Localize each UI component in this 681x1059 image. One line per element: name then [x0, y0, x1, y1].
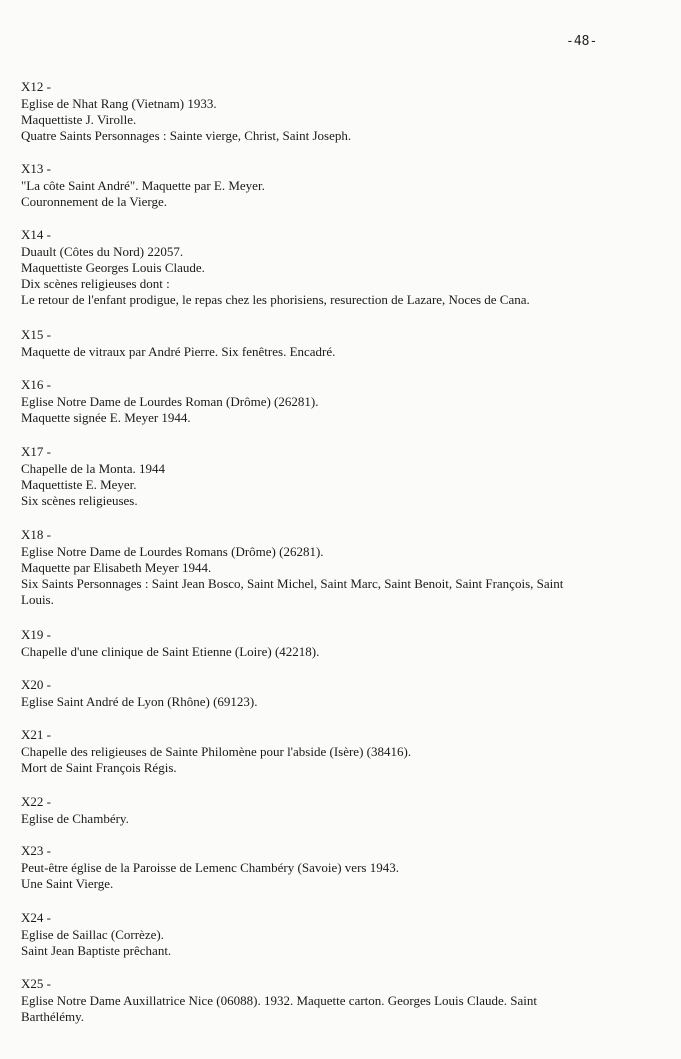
entry-x16 [21, 377, 661, 426]
entry-x20 [21, 677, 661, 710]
entry-x15 [21, 327, 661, 360]
entry-line: Eglise Notre Dame de Lourdes Roman (Drôme) (26281). [21, 394, 319, 409]
entry-x25 [21, 976, 661, 1025]
entry-line: Maquette de vitraux par André Pierre. Six fenêtres. Encadré. [21, 344, 336, 359]
entry-code: X12 - [21, 79, 51, 94]
entry-code: X22 - [21, 794, 51, 809]
entry-line: Louis. [21, 592, 54, 607]
entry-line: Chapelle des religieuses de Sainte Philomène pour l'abside (Isère) (38416). [21, 744, 412, 759]
entry-line: Maquettiste E. Meyer. [21, 477, 137, 492]
entry-code: X20 - [21, 677, 51, 692]
entry-line: Eglise de Chambéry. [21, 811, 129, 826]
entry-line: Six scènes religieuses. [21, 493, 138, 508]
entry-line: Couronnement de la Vierge. [21, 194, 168, 209]
entry-code: X17 - [21, 444, 51, 459]
entry-line: Eglise Notre Dame Auxillatrice Nice (06088). 1932. Maquette carton. Georges Louis Claude. Saint [21, 993, 538, 1008]
entry-line: Chapelle d'une clinique de Saint Etienne (Loire) (42218). [21, 644, 320, 659]
page-number: -48- [566, 34, 598, 49]
entry-line: Une Saint Vierge. [21, 876, 114, 891]
entry-line: Duault (Côtes du Nord) 22057. [21, 244, 184, 259]
entry-code: X16 - [21, 377, 51, 392]
entry-code: X24 - [21, 910, 51, 925]
entry-line: Maquette signée E. Meyer 1944. [21, 410, 191, 425]
entry-line: Eglise Notre Dame de Lourdes Romans (Drôme) (26281). [21, 544, 324, 559]
entry-x13 [21, 161, 661, 210]
entry-code: X21 - [21, 727, 51, 742]
entry-line: Saint Jean Baptiste prêchant. [21, 943, 172, 958]
entry-code: X14 - [21, 227, 51, 242]
entry-x14 [21, 227, 661, 308]
entry-x21 [21, 727, 661, 776]
entry-x12 [21, 79, 661, 144]
entry-line: "La côte Saint André". Maquette par E. Meyer. [21, 178, 265, 193]
entry-code: X18 - [21, 527, 51, 542]
entry-x17 [21, 444, 661, 509]
entry-line: Barthélémy. [21, 1009, 85, 1024]
entry-line: Quatre Saints Personnages : Sainte vierge, Christ, Saint Joseph. [21, 128, 352, 143]
entry-line: Maquette par Elisabeth Meyer 1944. [21, 560, 212, 575]
entry-line: Eglise Saint André de Lyon (Rhône) (69123). [21, 694, 258, 709]
entry-line: Maquettiste J. Virolle. [21, 112, 137, 127]
entry-line: Peut-être église de la Paroisse de Lemenc Chambéry (Savoie) vers 1943. [21, 860, 399, 875]
entry-line: Six Saints Personnages : Saint Jean Bosco, Saint Michel, Saint Marc, Saint Benoit, Saint François, Saint [21, 576, 564, 591]
entry-line: Maquettiste Georges Louis Claude. [21, 260, 205, 275]
entry-line: Eglise de Saillac (Corrèze). [21, 927, 164, 942]
entry-code: X13 - [21, 161, 51, 176]
entry-line: Eglise de Nhat Rang (Vietnam) 1933. [21, 96, 217, 111]
entry-x18 [21, 527, 661, 608]
entry-x22 [21, 794, 661, 827]
entry-line: Mort de Saint François Régis. [21, 760, 177, 775]
entry-code: X19 - [21, 627, 51, 642]
entry-line: Chapelle de la Monta. 1944 [21, 461, 166, 476]
entry-code: X15 - [21, 327, 51, 342]
entry-code: X23 - [21, 843, 51, 858]
entry-line: Dix scènes religieuses dont : [21, 276, 170, 291]
entry-x23 [21, 843, 661, 892]
entry-line: Le retour de l'enfant prodigue, le repas chez les phorisiens, resurection de Lazare, Noces de Cana. [21, 292, 530, 307]
entry-x24 [21, 910, 661, 959]
entry-code: X25 - [21, 976, 51, 991]
entry-x19 [21, 627, 661, 660]
